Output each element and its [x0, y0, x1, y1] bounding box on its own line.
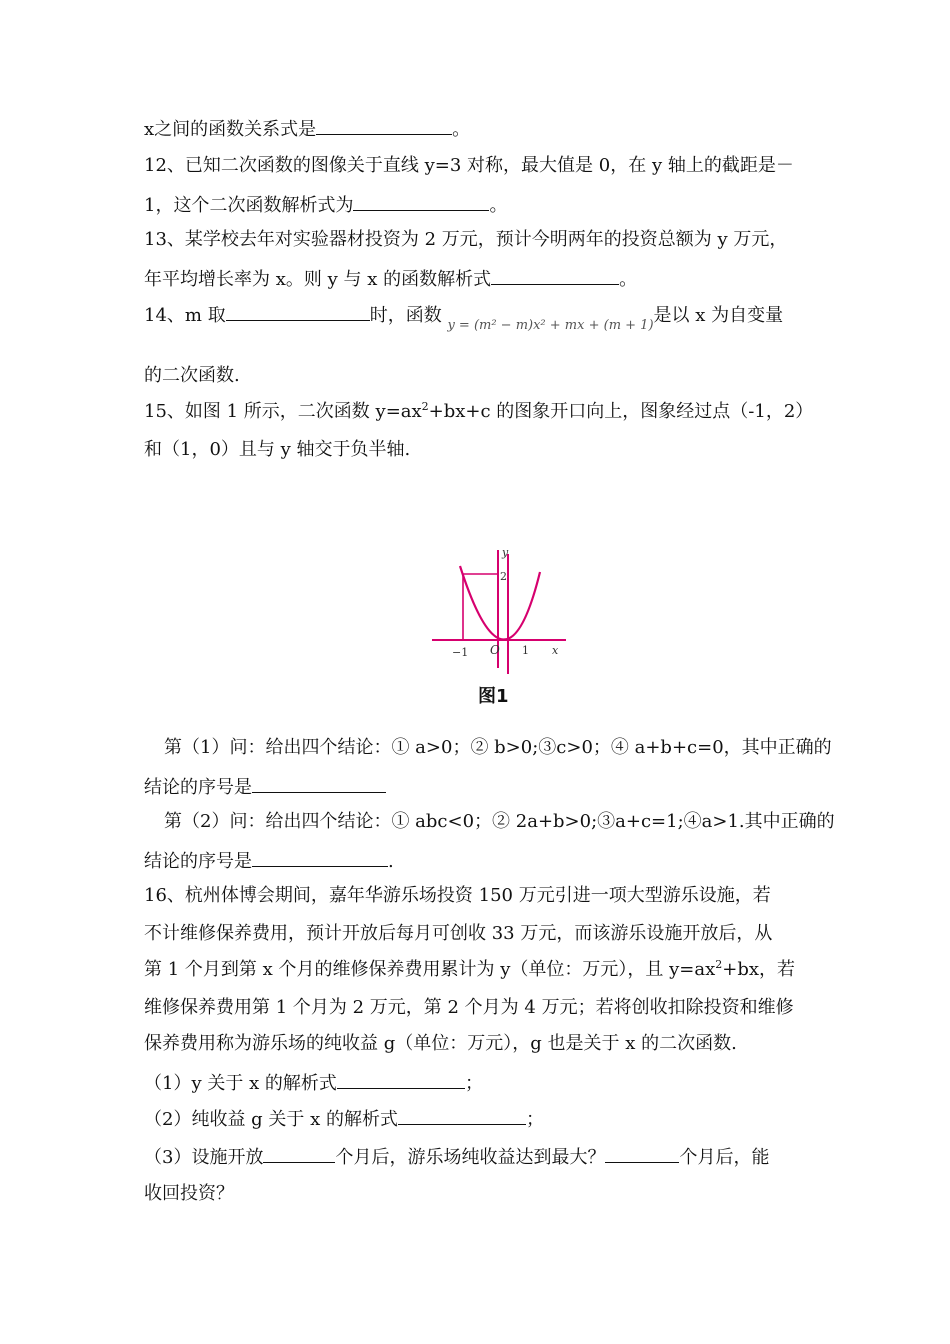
answer-blank-15-2[interactable] [252, 848, 388, 867]
question-12-cont [144, 192, 507, 218]
text: 。 [489, 195, 508, 216]
question-12: 12、已知二次函数的图像关于直线 y=3 对称，最大值是 0，在 y 轴上的截距是－ [144, 155, 794, 176]
text: 。 [452, 119, 471, 140]
question-13: 13、某学校去年对实验器材投资为 2 万元，预计今明两年的投资总额为 y 万元， [144, 229, 788, 250]
function-formula: y = (m² − m)x² + mx + (m + 1) [447, 318, 654, 333]
text: +bx+c 的图象开口向上，图象经过点（-1，2） [428, 401, 814, 422]
question-14 [144, 302, 784, 333]
text: （3）设施开放 [144, 1147, 264, 1168]
question-13-cont [144, 266, 637, 292]
text: ； [526, 1109, 545, 1130]
text: 结论的序号是 [144, 777, 252, 798]
text: ； [464, 1073, 483, 1094]
text: 。 [619, 269, 638, 290]
question-15-part-2-cont [144, 848, 394, 874]
question-14-cont: 的二次函数. [144, 365, 240, 386]
text: 结论的序号是 [144, 851, 252, 872]
tick-2-label: 2 [500, 570, 507, 583]
answer-blank-12[interactable] [353, 192, 489, 211]
text: 15、如图 1 所示，二次函数 y=ax [144, 401, 422, 422]
answer-blank-14[interactable] [226, 302, 370, 321]
text: 个月后，能 [679, 1147, 770, 1168]
answer-blank-15-1[interactable] [252, 774, 386, 793]
text: 时，函数 [369, 305, 442, 326]
tick-1-label: 1 [522, 644, 529, 657]
question-16-l5: 保养费用称为游乐场的纯收益 g（单位：万元），g 也是关于 x 的二次函数. [144, 1033, 737, 1054]
text: （2）纯收益 g 关于 x 的解析式 [144, 1109, 399, 1130]
superscript: 2 [421, 400, 429, 413]
question-15 [144, 400, 813, 424]
text: . [388, 851, 394, 872]
text: 个月后，游乐场纯收益达到最大？ [335, 1147, 606, 1168]
text: 1，这个二次函数解析式为 [144, 195, 354, 216]
x-axis-label: x [552, 644, 559, 657]
question-15-cont: 和（1，0）且与 y 轴交于负半轴. [144, 439, 411, 460]
answer-blank-16-3b[interactable] [605, 1144, 679, 1163]
answer-blank-16-3a[interactable] [263, 1144, 335, 1163]
question-15-part-2: 第（2）问：给出四个结论：① abc<0；② 2a+b>0;③a+c=1;④a>1.其中正确的 [164, 811, 835, 832]
question-16-part-3 [144, 1144, 769, 1170]
figure-1-graph [430, 544, 570, 674]
question-16-part-2 [144, 1106, 544, 1132]
superscript: 2 [715, 958, 723, 971]
text: 是以 x 为自变量 [653, 305, 784, 326]
answer-blank-16-2[interactable] [398, 1106, 526, 1125]
question-16-l4: 维修保养费用第 1 个月为 2 万元，第 2 个月为 4 万元；若将创收扣除投资和维修 [144, 997, 794, 1018]
text: +bx，若 [722, 959, 795, 980]
figure-caption: 图1 [478, 686, 509, 707]
question-15-part-1-cont [144, 774, 386, 800]
question-16-part-1 [144, 1070, 483, 1096]
question-16-part-3-cont: 收回投资？ [144, 1183, 234, 1204]
text: 年平均增长率为 x。则 y 与 x 的函数解析式 [144, 269, 492, 290]
origin-label: O [490, 643, 500, 657]
text: x之间的函数关系式是 [144, 119, 317, 140]
question-15-part-1: 第（1）问：给出四个结论：① a>0；② b>0;③c>0；④ a+b+c=0，其中正确的 [164, 737, 832, 758]
question-16: 16、杭州体博会期间，嘉年华游乐场投资 150 万元引进一项大型游乐设施，若 [144, 885, 771, 906]
question-16-l2: 不计维修保养费用，预计开放后每月可创收 33 万元，而该游乐设施开放后，从 [144, 923, 773, 944]
question-11-tail [144, 116, 470, 142]
y-axis-label: y [502, 546, 509, 559]
answer-blank-13[interactable] [491, 266, 619, 285]
text: 14、m 取 [144, 305, 226, 326]
text: 第 1 个月到第 x 个月的维修保养费用累计为 y（单位：万元），且 y=ax [144, 959, 716, 980]
question-16-l3 [144, 958, 795, 982]
text: （1）y 关于 x 的解析式 [144, 1073, 337, 1094]
answer-blank-11[interactable] [316, 116, 452, 135]
answer-blank-16-1[interactable] [337, 1070, 465, 1089]
tick-neg1-label: −1 [452, 646, 469, 659]
